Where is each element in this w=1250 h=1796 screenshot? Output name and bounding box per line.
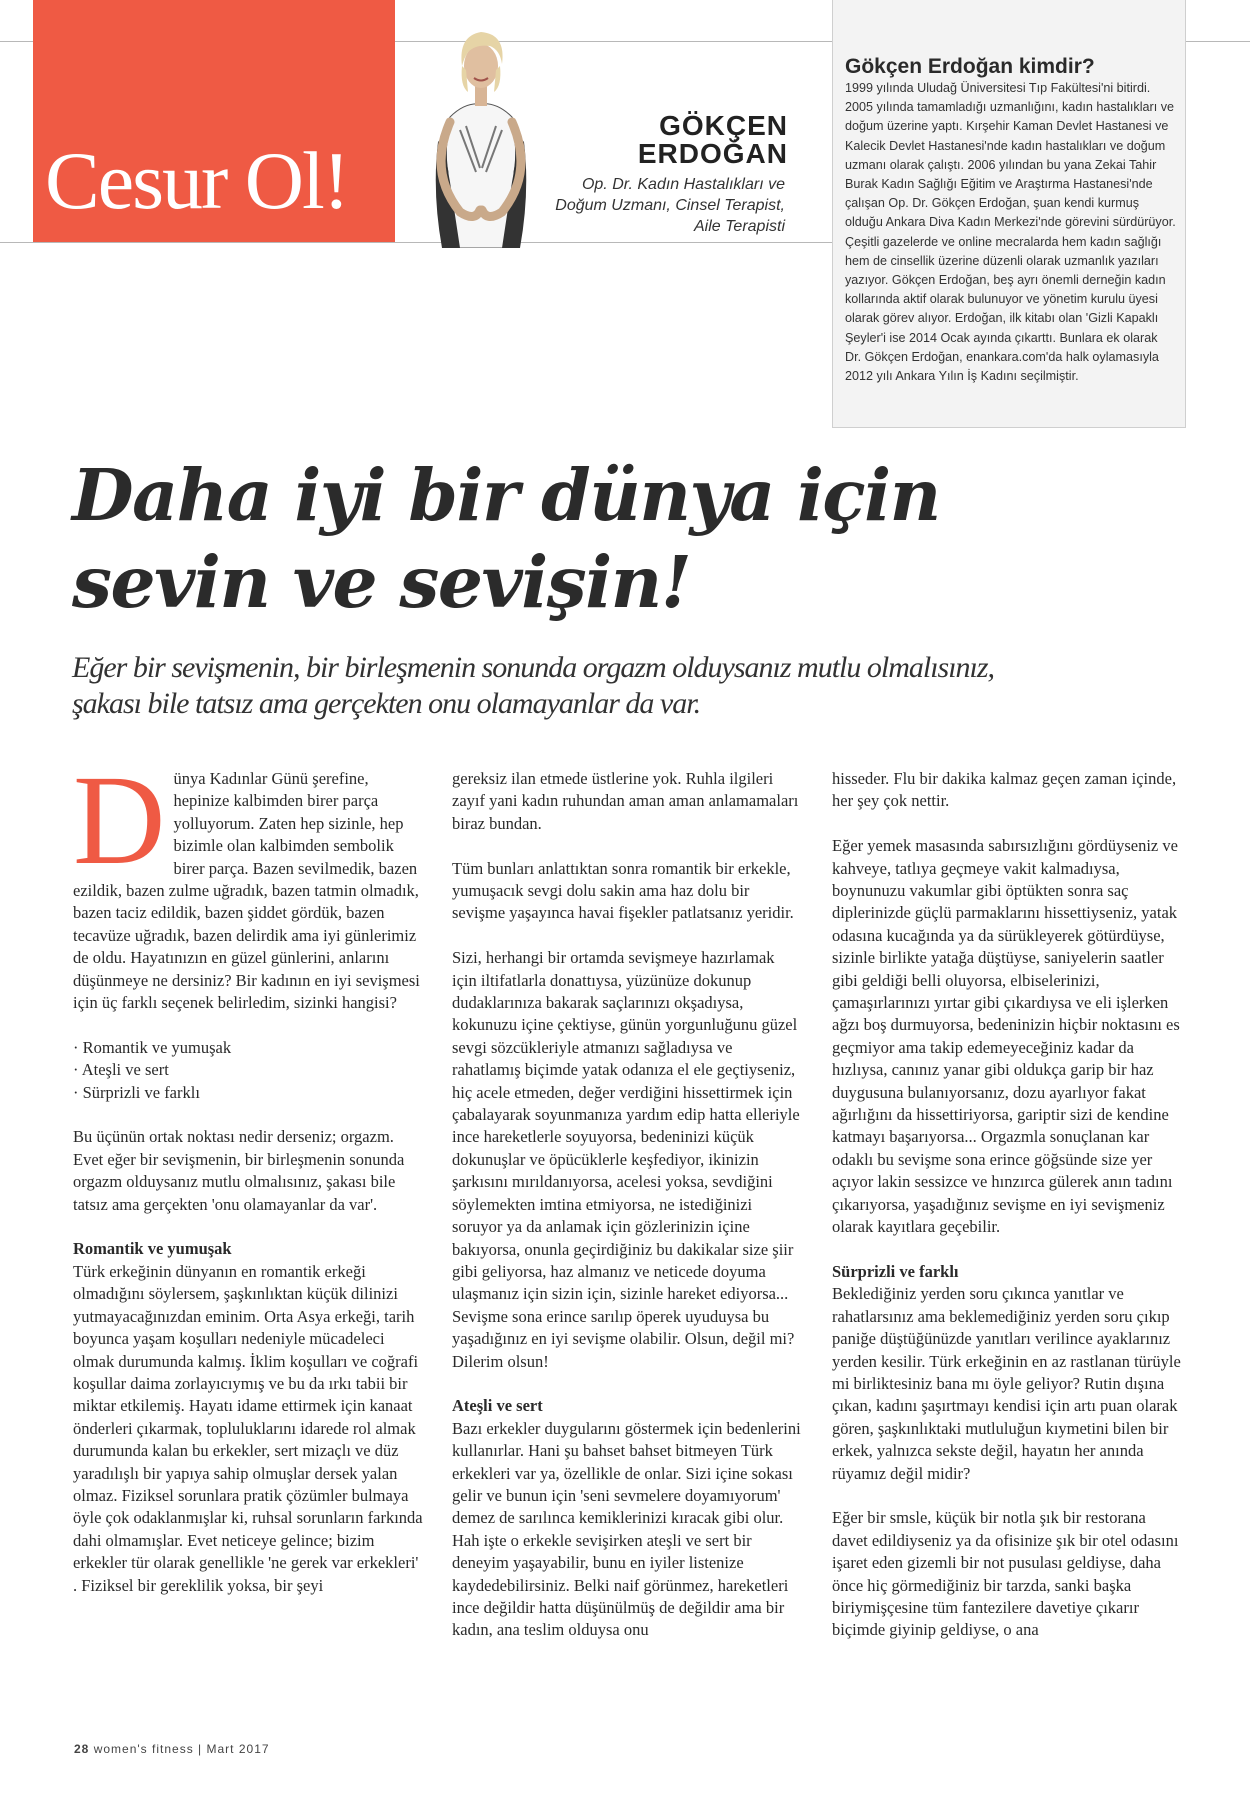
section-title: Cesur Ol! — [45, 135, 349, 226]
paragraph-intro-text: ünya Kadınlar Günü şerefine, hepinize kalbimden birer parça yolluyorum. Zaten hep sizinle, hep bizimle olan kalbimden sembolik birer parça. Bazen sevilmedik, bazen ezildik, bazen zulme uğradık, bazen tatmin olmadık, bazen taciz edildik, bazen şiddet gördük, bazen tecavüze uğradık, bazen delirdik ama iyi günlerimiz de oldu. Hayatınızın en güzel günlerini, anlarını düşünmeye ne dersiniz? Bir kadının en iyi sevişmesi için üç farklı seçenek belirledim, sizinki hangisi? — [73, 769, 420, 1013]
article-subtitle — [72, 650, 1182, 722]
paragraph: Bazı erkekler duygularını göstermek için bedenlerini kullanırlar. Hani şu bahset bahset bitmeyen Türk erkekleri var ya, özellikle de onlar. Sizi içine sokası gelir ve bunun için 'seni sevmelere doyamıyorum' demez de sarılınca kemiklerinizi kıracak gibi olur. Hah işte o erkekle sevişirken ateşli ve sert bir deneyim yaşayabilir, bunu en iyiler listenize kaydedebilirsiniz. Belki naif görünmez, hareketleri ince değildir hatta düşünülmüş de değildir ama bir kadın, ana teslim olduysa onu — [452, 1418, 801, 1640]
bio-title: Gökçen Erdoğan kimdir? — [845, 55, 1095, 78]
paragraph: hisseder. Flu bir dakika kalmaz geçen zaman içinde, her şey çok nettir. — [832, 769, 1177, 811]
footer-separator: | — [198, 1742, 203, 1756]
section-heading-romantic: Romantik ve yumuşak — [73, 1239, 232, 1259]
magazine-name: women's fitness — [93, 1742, 194, 1756]
page-footer — [74, 1742, 270, 1756]
page-number: 28 — [74, 1742, 90, 1756]
author-name — [555, 112, 788, 168]
article-column-3 — [832, 768, 1182, 1664]
paragraph: gereksiz ilan etmede üstlerine yok. Ruhla ilgileri zayıf yani kadın ruhundan aman aman anlamamaları biraz bundan. — [452, 769, 799, 833]
article-column-2 — [452, 768, 802, 1664]
paragraph: Türk erkeğinin dünyanın en romantik erkeği olmadığını söylersem, şaşkınlıktan küçük dilinizi yutmayacağınızdan eminim. Orta Asya erkeği, tarih boyunca yaşam koşulları nedeniyle mücadeleci olmak durumunda kalmış. İklim koşulları ve coğrafi koşullar daima zorlayıcıymış ve bu da ırkı tabii bir miktar etkilemiş. Hayatı idame ettirmek için kanaat önderleri çıkarmak, topluluklarını idarede rol almak durumunda kalan bu erkekler, sert mizaçlı ve düz yaradılışlı bir yapıya sahip olmuşlar dersek yalan olmaz. Fiziksel sorunlara pratik çözümler bulmaya öyle çok odaklanmışlar ki, ruhsal sorunların farkında dahi olmamışlar. Evet neticeye gelince; bizim erkekler tür olarak genellikle 'ne gerek var erkekleri' . Fiziksel bir gereklilik yoksa, bir şeyi — [73, 1261, 423, 1595]
paragraph: Beklediğiniz yerden soru çıkınca yanıtlar ve rahatlarsınız ama beklemediğiniz yerden soru çıkıp paniğe düştüğünüzde yanıtları verilince ayaklarınız yerden kesilir. Türk erkeğinin en az rastlanan türüyle mi birliktesiniz bana mı öyle geliyor? Rutin dışına çıkan, kadını şaşırtmayı kendisi için artı puan olarak gören, şaşkınlıktaki mutluluğun kıymetini bilen bir erkek, yalnızca sekste değil, hayatın her anında rüyamız değil midir? — [832, 1284, 1181, 1483]
section-heading-surprising: Sürprizli ve farklı — [832, 1261, 959, 1281]
article-column-1 — [73, 749, 423, 1619]
author-role-line1: Op. Dr. Kadın Hastalıkları ve — [581, 176, 785, 193]
bio-text: 1999 yılında Uludağ Üniversitesi Tıp Fakültesi'ni bitirdi. 2005 yılında tamamladığı uzmanlığını, kadın hastalıkları ve doğum üzerine yaptı. Kırşehir Kaman Devlet Hastanesi ve Kalecik Devlet Hastanesi'nde kadın hastalıkları ve doğum uzmanı olarak çalıştı. 2006 yılından bu yana Zekai Tahir Burak Kadın Sağlığı Eğitim ve Araştırma Hastanesi'nde çalışan Op. Dr. Gökçen Erdoğan, şuan kendi kurmuş olduğu Ankara Diva Kadın Merkezi'nde görevini sürdürüyor. Çeşitli gazelerde ve online mecralarda hem kadın sağlığı hem de cinsellik üzerine düzenli olarak uzmanlık yazıları yazıyor. Gökçen Erdoğan, beş ayrı önemli derneğin kadın kollarında aktif olarak bulunuyor ve yönetim kurulu üyesi olarak görev alıyor. Erdoğan, ilk kitabı olan 'Gizli Kapaklı Şeyler'i ise 2014 Ocak ayında çıkarttı. Bunlara ek olarak Dr. Gökçen Erdoğan, enankara.com'da halk oylamasıyla 2012 yılı Ankara Yılın İş Kadını seçilmiştir. — [845, 81, 1176, 384]
header-bottom-rule — [0, 242, 832, 243]
article-headline — [72, 452, 1172, 626]
author-name-line1: GÖKÇEN — [659, 110, 788, 141]
issue-date: Mart 2017 — [206, 1742, 270, 1756]
subtitle-line1: Eğer bir sevişmenin, bir birleşmenin sonunda orgazm olduysanız mutlu olmalısınız, — [72, 651, 995, 684]
paragraph: Eğer yemek masasında sabırsızlığını gördüyseniz ve kahveye, tatlıya geçmeye vakit kalmadıysa, boynunuzu vakumlar gibi öptükten sonra saç diplerinizde güçlü parmaklarını hissettiyseniz, yatak odasına kucağında ya da sürükleyerek götürdüyse, sizinle birlikte yatağa düştüyse, saniyelerin saatler gibi geldiği belli oluyorsa, elbiselerinizi, çamaşırlarınızı yırtar gibi çıkardıysa ve eli işlerken ağzı boş durmuyorsa, bedeninizin hiçbir noktasını es geçmiyor ama takip edemeyeceğiniz kadar da hızlıysa, canınız yanar gibi oldukça garip bir haz duygusuna bulanıyorsanız, dozu ayarlıyor fakat ağırlığını da hissettiriyorsa, gariptir sizi de kendine katmayı başarıyorsa... Orgazmla sonuçlanan kar odaklı bu sevişme sona erince göğsünde size yer açıyor lakin sessizce ve hınzırca gülerek anın tadını çıkarıyorsa, yaşadığınız sevişme en iyi sevişmeniz olarak kayıtlara geçebilir. — [832, 836, 1180, 1237]
style-list — [73, 1037, 423, 1104]
paragraph: Bu üçünün ortak noktası nedir derseniz; orgazm. Evet eğer bir sevişmenin, bir birleşmenin sonunda orgazm olduysanız mutlu olmalısınız, şakası bile tatsız ama gerçekten 'onu olamayanlar da var'. — [73, 1127, 405, 1214]
headline-line2: sevin ve sevişin! — [72, 540, 691, 624]
paragraph: Tüm bunları anlattıktan sonra romantik bir erkekle, yumuşacık sevgi dolu sakin ama haz dolu bir sevişme yaşayınca havai fişekler patlatsanız yeridir. — [452, 858, 794, 923]
paragraph: Eğer bir smsle, küçük bir notla şık bir restorana davet edildiyseniz ya da ofisinize şık bir otel odasını işaret eden gizemli bir not pusulası geldiyse, daha önce hiç görmediğiniz bir tarzda, sanki başka biriymişçesine tüm fantezilere davetiye çıkarır biçimde giyinip geldiyse, o ana — [832, 1508, 1179, 1640]
drop-cap: D — [73, 749, 166, 891]
paragraph-intro — [73, 749, 423, 1014]
section-heading-passionate: Ateşli ve sert — [452, 1396, 543, 1416]
paragraph: Sizi, herhangi bir ortamda sevişmeye hazırlamak için iltifatlarla donattıysa, yüzünüze dokunup dudaklarınıza bakarak saçlarınızı okşadıysa, kokunuzu içine çektiyse, günün yorgunluğunu güzel sevgi sözcükleriyle atmanızı sağladıysa ve rahatlamış biçimde yatak odanıza el ele geçtiyseniz, hiç acele etmeden, değer verdiğini hissettirmek için çabalayarak soyunmanıza yardım edip hatta elleriyle ince hareketlerle soyuyorsa, bedeninizi küçük dokunuşlar ve öpücüklerle keşfediyor, ikinizin şarkısını mırıldanıyorsa, acelesi yoksa, sevdiğini söylemekten imtina etmiyorsa, ne istediğinizi soruyor ya da anlamak için gözlerinizin içine bakıyorsa, onunla geçirdiğiniz bu dakikalar size şiir gibi geliyorsa, haz almanız ve neticede doyuma ulaşmanız için sizin için, sizinle hareket ediyorsa... Sevişme sona erince sarılıp öperek uyuduysa bu yaşadığınız en iyi sevişme olabilir. Olsun, değil mi? Dilerim olsun! — [452, 948, 800, 1371]
author-role — [505, 174, 785, 237]
author-role-line2: Doğum Uzmanı, Cinsel Terapist, — [555, 197, 785, 214]
list-item: · Sürprizli ve farklı — [73, 1082, 423, 1104]
author-name-line2: ERDOĞAN — [637, 138, 788, 169]
subtitle-line2: şakası bile tatsız ama gerçekten onu olamayanlar da var. — [72, 687, 701, 720]
list-item: · Romantik ve yumuşak — [73, 1037, 423, 1059]
author-role-line3: Aile Terapisti — [693, 218, 785, 235]
list-item: · Ateşli ve sert — [73, 1059, 423, 1081]
headline-line1: Daha iyi bir dünya için — [72, 453, 940, 537]
